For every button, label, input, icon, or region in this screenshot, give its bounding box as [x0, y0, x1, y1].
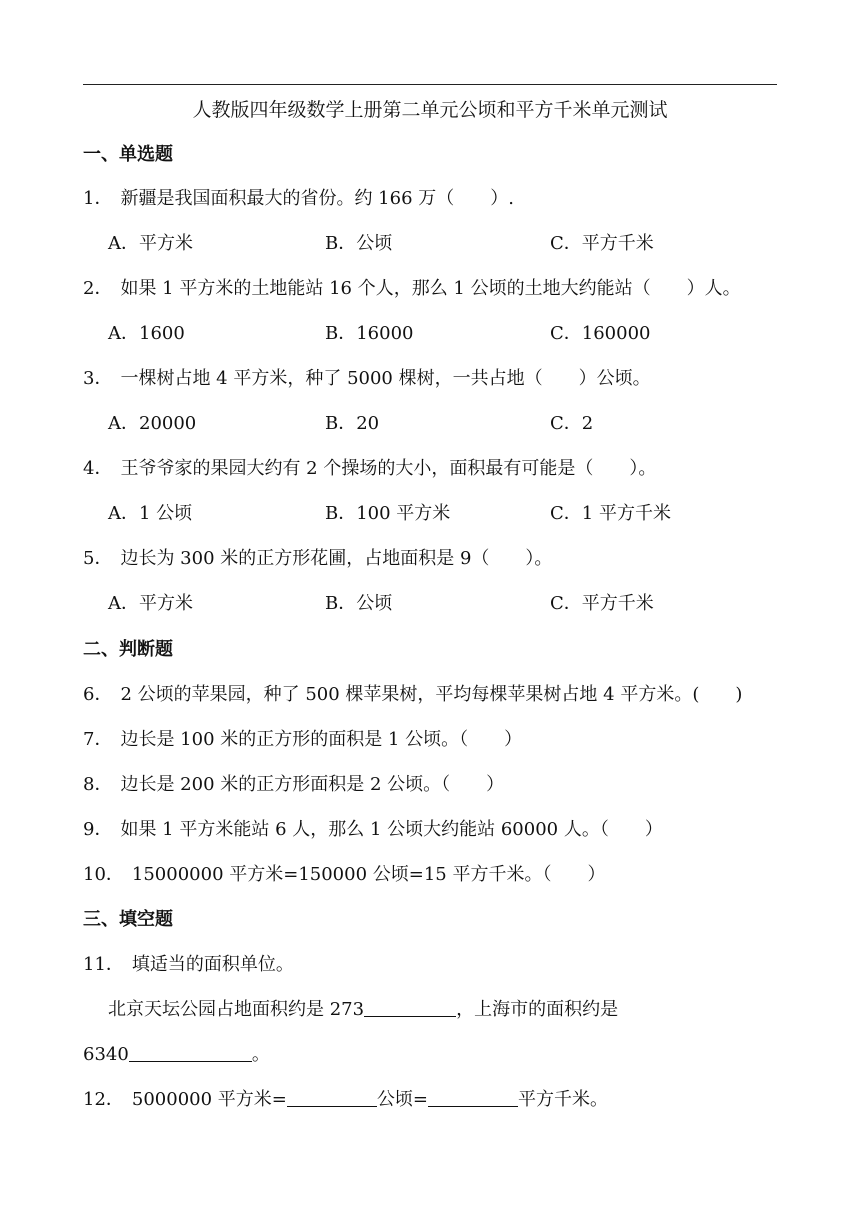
question-text: 2 公顷的苹果园，种了 500 棵苹果树，平均每棵苹果树占地 4 平方米。( ) — [120, 684, 743, 705]
q3-option-c: C．2 — [550, 413, 594, 434]
answer-blank[interactable] — [428, 1088, 518, 1107]
q5-option-b: B．公顷 — [325, 593, 393, 614]
q5-option-c: C．平方千米 — [550, 593, 654, 614]
question-11 — [83, 953, 294, 977]
question-number: 1． — [83, 188, 113, 209]
question-text: 边长是 200 米的正方形面积是 2 公顷。（ ） — [120, 774, 505, 795]
question-number: 11． — [83, 954, 124, 975]
answer-blank[interactable] — [129, 1043, 252, 1062]
question-text: 如果 1 平方米能站 6 人，那么 1 公顷大约能站 60000 人。（ ） — [120, 819, 663, 840]
question-text: 新疆是我国面积最大的省份。约 166 万（ ）. — [120, 188, 514, 209]
q5-option-a: A．平方米 — [108, 593, 193, 614]
section-heading-single-choice: 一、单选题 — [83, 144, 173, 165]
q2-option-b: B．16000 — [325, 323, 414, 344]
q3-option-a: A．20000 — [108, 413, 197, 434]
question-number: 7． — [83, 729, 113, 750]
section-heading-true-false: 二、判断题 — [83, 639, 173, 660]
q11-line-2 — [83, 1043, 270, 1067]
q1-option-b: B．公顷 — [325, 233, 393, 254]
q11-line-1 — [108, 998, 618, 1022]
question-text: 如果 1 平方米的土地能站 16 个人，那么 1 公顷的土地大约能站（ ）人。 — [120, 278, 741, 299]
question-number: 8． — [83, 774, 113, 795]
question-6 — [83, 683, 742, 707]
question-number: 10． — [83, 864, 124, 885]
q2-option-a: A．1600 — [108, 323, 185, 344]
page-title: 人教版四年级数学上册第二单元公顷和平方千米单元测试 — [192, 99, 668, 121]
question-4 — [83, 457, 656, 481]
q2-option-c: C．160000 — [550, 323, 651, 344]
question-text: 边长为 300 米的正方形花圃，占地面积是 9（ ）。 — [120, 548, 553, 569]
question-8 — [83, 773, 504, 797]
q1-option-a: A．平方米 — [108, 233, 193, 254]
question-1 — [83, 187, 514, 211]
question-7 — [83, 728, 522, 752]
question-9 — [83, 818, 663, 842]
q4-option-c: C．1 平方千米 — [550, 503, 671, 524]
question-12 — [83, 1088, 608, 1112]
question-number: 4． — [83, 458, 113, 479]
header-rule — [83, 84, 777, 85]
question-number: 9． — [83, 819, 113, 840]
q11-text-2: ，上海市的面积约是 — [456, 999, 619, 1020]
question-text: 填适当的面积单位。 — [131, 954, 294, 975]
question-text: 15000000 平方米=150000 公顷=15 平方千米。（ ） — [131, 864, 606, 885]
question-2 — [83, 277, 741, 301]
question-number: 3． — [83, 368, 113, 389]
question-number: 6． — [83, 684, 113, 705]
q11-text-1: 北京天坛公园占地面积约是 273 — [108, 999, 365, 1020]
question-10 — [83, 863, 605, 887]
q11-text-3: 6340 — [83, 1044, 129, 1065]
q1-option-c: C．平方千米 — [550, 233, 654, 254]
answer-blank[interactable] — [364, 998, 456, 1017]
section-heading-fill-in: 三、填空题 — [83, 909, 173, 930]
q12-text-1: 5000000 平方米= — [131, 1089, 287, 1110]
answer-blank[interactable] — [287, 1088, 377, 1107]
question-text: 王爷爷家的果园大约有 2 个操场的大小，面积最有可能是（ ）。 — [120, 458, 657, 479]
q3-option-b: B．20 — [325, 413, 380, 434]
q12-text-3: 平方千米。 — [517, 1089, 608, 1110]
q11-text-4: 。 — [251, 1044, 270, 1065]
question-3 — [83, 367, 651, 391]
q4-option-a: A．1 公顷 — [108, 503, 193, 524]
question-number: 2． — [83, 278, 113, 299]
q4-option-b: B．100 平方米 — [325, 503, 451, 524]
question-text: 边长是 100 米的正方形的面积是 1 公顷。（ ） — [120, 729, 523, 750]
question-number: 12． — [83, 1089, 124, 1110]
question-number: 5． — [83, 548, 113, 569]
q12-text-2: 公顷= — [376, 1089, 428, 1110]
question-text: 一棵树占地 4 平方米，种了 5000 棵树，一共占地（ ）公顷。 — [120, 368, 651, 389]
question-5 — [83, 547, 552, 571]
